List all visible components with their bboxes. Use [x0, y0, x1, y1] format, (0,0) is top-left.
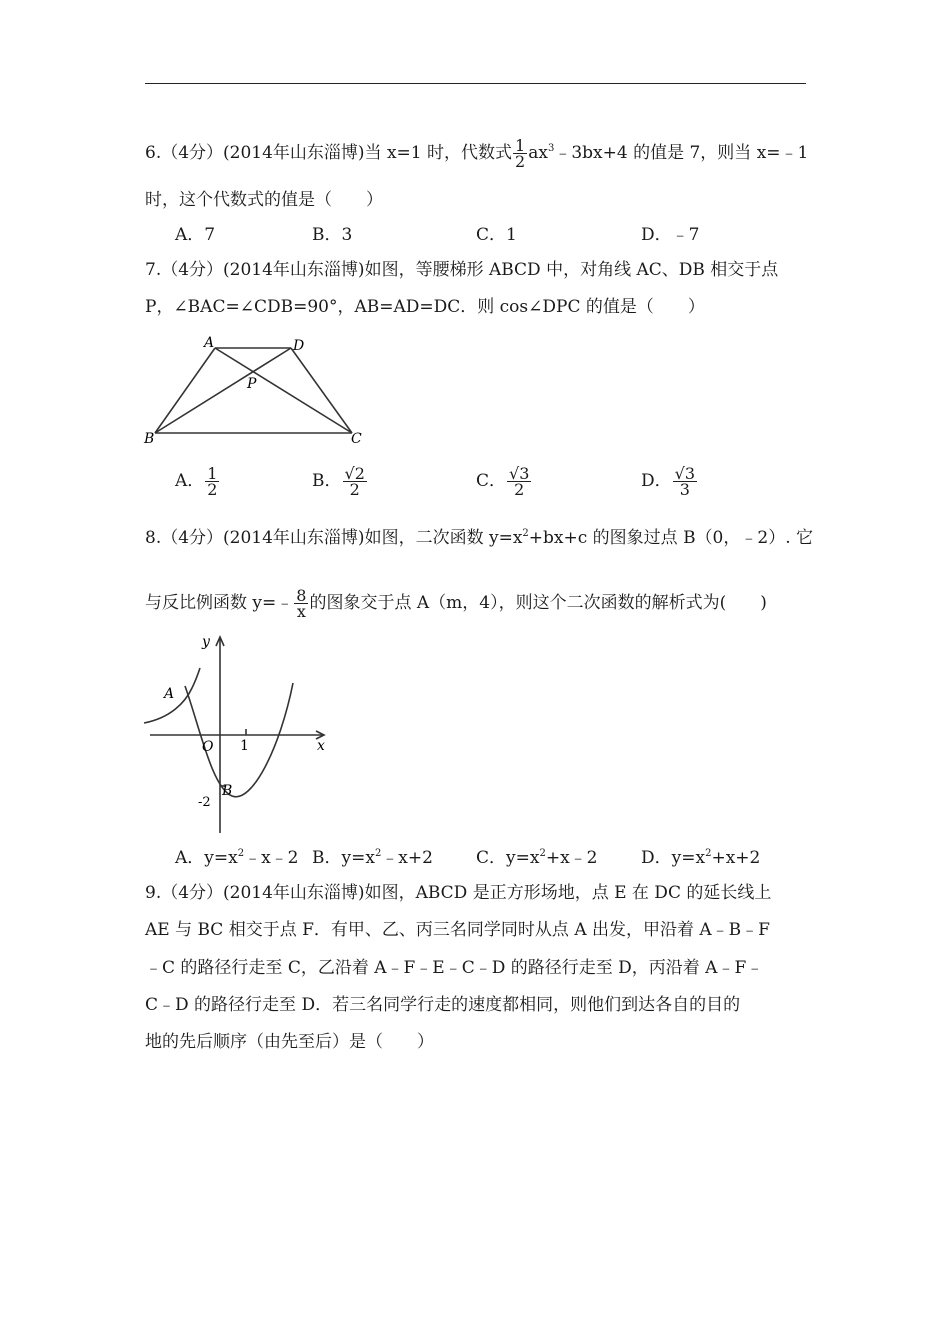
q7-option-a [175, 466, 220, 497]
q7-option-a-letter: A． [175, 471, 205, 491]
q8-option-c-rest: +x﹣2 [545, 848, 598, 868]
q8-option-a-text: A．y=x [175, 848, 238, 868]
q8-line2 [145, 588, 767, 619]
q7-edge-ab [155, 348, 215, 433]
q8-exponent: 2 [522, 528, 529, 539]
q8-label-one: 1 [240, 738, 249, 754]
q8-label-y: y [202, 634, 210, 650]
q7-option-d-letter: D． [641, 471, 672, 491]
q8-label-neg2: -2 [198, 795, 211, 810]
q7-option-c-fraction [507, 466, 531, 497]
q9-line5: 地的先后顺序（由先至后）是（ ） [145, 1032, 434, 1052]
q7-option-b-num: √2 [344, 464, 365, 483]
q7-option-c-letter: C． [476, 471, 507, 491]
q8-frac-den: x [294, 603, 308, 619]
q6-option-a: A．7 [175, 225, 216, 245]
q7-diagonal-db [155, 348, 291, 433]
q7-line1: 7.（4分）(2014年山东淄博)如图，等腰梯形 ABCD 中，对角线 AC、DB 相交于点 [145, 260, 779, 280]
q8-option-a-rest: ﹣x﹣2 [244, 848, 299, 868]
q7-option-c-num: √3 [509, 464, 530, 483]
q7-label-d: D [293, 338, 305, 354]
q9-line4: C﹣D 的路径行走至 D．若三名同学行走的速度都相同，则他们到达各自的目的 [145, 995, 741, 1015]
q7-option-d-num: √3 [674, 464, 696, 483]
q6-text-c: ﹣3bx+4 的值是 7，则当 x=﹣1 [554, 143, 809, 163]
q7-label-p: P [247, 376, 257, 392]
q7-option-d-den: 3 [673, 481, 697, 497]
q9-line2: AE 与 BC 相交于点 F．有甲、乙、丙三名同学同时从点 A 出发，甲沿着 A﹣B﹣F [145, 920, 770, 940]
q8-text-c: 与反比例函数 y=﹣ [145, 593, 294, 613]
q8-option-c-exp: 2 [539, 848, 546, 859]
q7-option-d [641, 466, 698, 497]
q8-option-d [641, 847, 760, 869]
q8-option-b-exp: 2 [374, 848, 382, 859]
q6-fraction [513, 138, 527, 169]
q8-option-c-text: C．y=x [476, 848, 540, 868]
q8-fraction [294, 588, 308, 619]
q9-line3: ﹣C 的路径行走至 C，乙沿着 A﹣F﹣E﹣C﹣D 的路径行走至 D，丙沿着 A﹣F﹣ [145, 958, 764, 978]
q8-label-b: B [222, 783, 233, 799]
q8-option-b [312, 847, 433, 869]
q8-text-d: 的图象交于点 A（m，4），则这个二次函数的解析式为( ) [309, 593, 767, 613]
q8-option-b-rest: ﹣x+2 [381, 848, 433, 868]
q8-graph-figure [140, 628, 340, 838]
q6-line1 [145, 138, 808, 169]
q8-label-a: A [164, 686, 175, 702]
q7-option-a-den: 2 [207, 480, 218, 499]
q6-text-a: 6.（4分）(2014年山东淄博)当 x=1 时，代数式 [145, 143, 513, 163]
q7-label-a: A [204, 335, 215, 351]
q7-option-a-fraction [205, 466, 219, 497]
q7-label-c: C [351, 431, 362, 447]
q6-exponent: 3 [547, 143, 555, 154]
q7-option-c-den: 2 [507, 481, 531, 497]
q7-diagonal-ac [215, 348, 352, 433]
q8-text-b: +bx+c 的图象过点 B（0，﹣2）. 它 [528, 528, 813, 548]
q8-label-o: O [202, 739, 214, 755]
q8-label-x: x [317, 738, 325, 754]
q7-line2: P，∠BAC=∠CDB=90°，AB=AD=DC．则 cos∠DPC 的值是（ ） [145, 297, 705, 317]
q7-trapezoid-figure [140, 333, 380, 451]
header-rule [145, 83, 806, 84]
q8-option-a-exp: 2 [237, 848, 245, 859]
q6-option-b: B．3 [312, 225, 353, 245]
q8-option-a [175, 847, 299, 869]
q6-frac-num: 1 [515, 136, 526, 155]
q8-option-b-text: B．y=x [312, 848, 375, 868]
q7-option-b [312, 466, 368, 497]
q8-frac-num: 8 [296, 586, 307, 605]
q8-option-d-exp: 2 [705, 848, 712, 859]
q8-line1 [145, 527, 813, 549]
q7-option-b-fraction [343, 466, 367, 497]
q7-option-b-letter: B． [312, 471, 342, 491]
q6-frac-den: 2 [515, 152, 526, 171]
q6-option-c: C．1 [476, 225, 517, 245]
q6-line2: 时，这个代数式的值是（ ） [145, 190, 383, 210]
q8-option-c [476, 847, 597, 869]
q7-option-c [476, 466, 532, 497]
q9-line1: 9.（4分）(2014年山东淄博)如图，ABCD 是正方形场地，点 E 在 DC 的延长线上 [145, 883, 772, 903]
q8-text-a: 8.（4分）(2014年山东淄博)如图，二次函数 y=x [145, 528, 523, 548]
q6-option-d: D．﹣7 [641, 225, 700, 245]
q7-option-b-den: 2 [343, 481, 367, 497]
q7-edge-dc [291, 348, 352, 433]
q8-option-d-text: D．y=x [641, 848, 706, 868]
q6-text-b: ax [528, 143, 548, 163]
q7-option-a-num: 1 [207, 464, 218, 483]
q8-option-d-rest: +x+2 [711, 848, 761, 868]
q7-option-d-fraction [673, 466, 697, 497]
q7-label-b: B [144, 431, 155, 447]
